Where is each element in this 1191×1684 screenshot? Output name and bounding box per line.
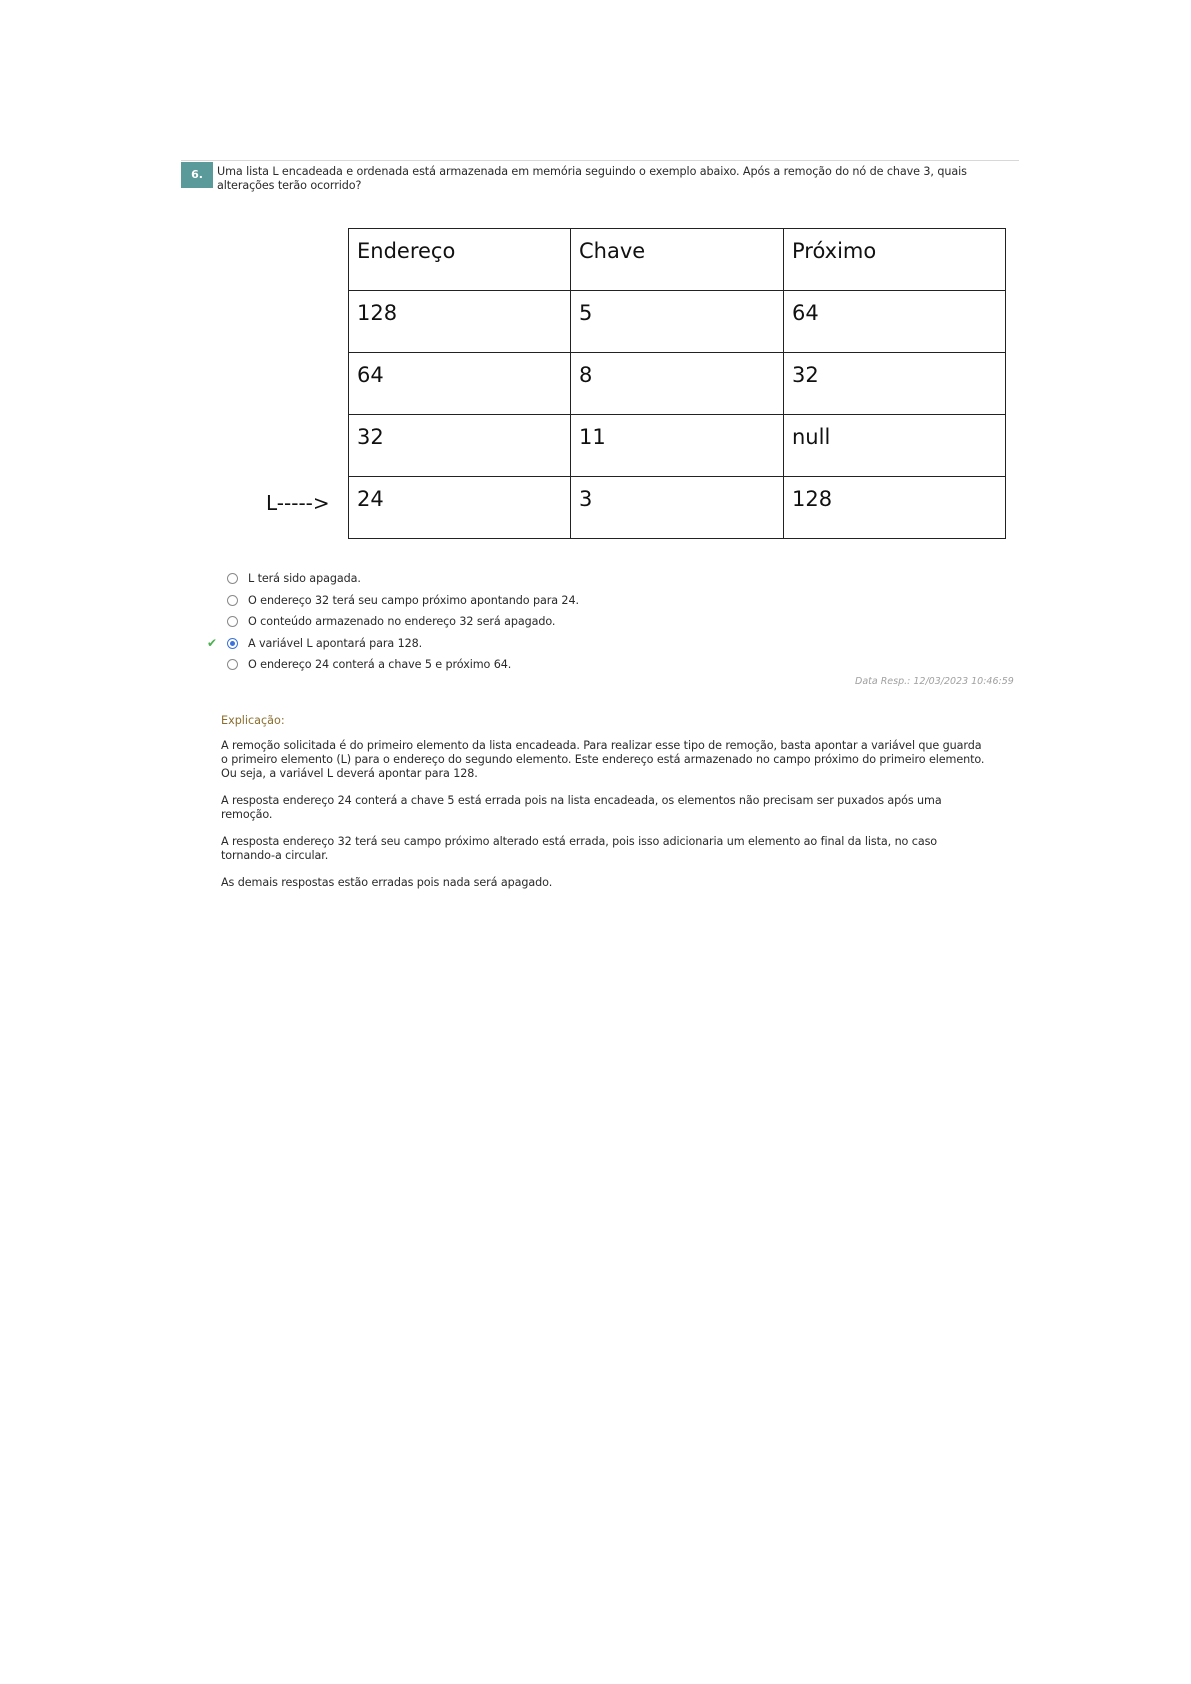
table-header-cell: Chave: [571, 229, 784, 291]
explanation-paragraph: A resposta endereço 24 conterá a chave 5 está errada pois na lista encadeada, os elementos não precisam ser puxados após uma remoção.: [221, 794, 942, 821]
option-label: O endereço 24 conterá a chave 5 e próximo 64.: [248, 658, 512, 672]
explanation-body: [221, 739, 991, 903]
table-cell: 8: [571, 353, 784, 415]
table-header-row: [349, 229, 1006, 291]
list-pointer-label: L----->: [266, 491, 330, 515]
response-timestamp: Data Resp.: 12/03/2023 10:46:59: [855, 676, 1014, 687]
question-text: Uma lista L encadeada e ordenada está armazenada em memória seguindo o exemplo abaixo. Após a remoção do nó de chave 3, quais alterações terão ocorrido?: [217, 165, 967, 192]
option-label: A variável L apontará para 128.: [248, 636, 423, 650]
explanation-title: Explicação:: [221, 714, 285, 727]
radio-button[interactable]: [227, 659, 238, 670]
table-row: [349, 353, 1006, 415]
table-header-cell: Próximo: [784, 229, 1006, 291]
radio-button[interactable]: [227, 573, 238, 584]
table-cell: 32: [349, 415, 571, 477]
table-row: [349, 415, 1006, 477]
table-cell: 128: [784, 477, 1006, 539]
memory-table: [348, 228, 1006, 539]
table-cell: 64: [349, 353, 571, 415]
explanation-paragraph: A resposta endereço 32 terá seu campo próximo alterado está errada, pois isso adicionaria um elemento ao final da lista, no caso tornando-a circular.: [221, 835, 938, 862]
table-header-cell: Endereço: [349, 229, 571, 291]
table-cell: 3: [571, 477, 784, 539]
table-cell: 64: [784, 291, 1006, 353]
table-cell: 128: [349, 291, 571, 353]
option-label: O endereço 32 terá seu campo próximo apontando para 24.: [248, 593, 579, 607]
table-row: [349, 291, 1006, 353]
radio-button[interactable]: [227, 638, 238, 649]
explanation-paragraph: A remoção solicitada é do primeiro elemento da lista encadeada. Para realizar esse tipo de remoção, basta apontar a variável que guarda o primeiro elemento (L) para o endereço do segundo elemento. Este endereço está armazenado no campo próximo do primeiro elemento. Ou seja, a variável L deverá apontar para 128.: [221, 739, 985, 780]
explanation-paragraph: As demais respostas estão erradas pois nada será apagado.: [221, 876, 553, 889]
question-number-badge: 6.: [181, 162, 213, 188]
correct-check-icon: ✔: [206, 636, 218, 651]
option-label: L terá sido apagada.: [248, 572, 361, 586]
question-header: [181, 160, 1019, 192]
table-row: [349, 477, 1006, 539]
table-cell: null: [784, 415, 1006, 477]
table-cell: 32: [784, 353, 1006, 415]
option-label: O conteúdo armazenado no endereço 32 será apagado.: [248, 615, 556, 629]
table-cell: 24: [349, 477, 571, 539]
table-cell: 5: [571, 291, 784, 353]
radio-button[interactable]: [227, 616, 238, 627]
table-cell: 11: [571, 415, 784, 477]
radio-button[interactable]: [227, 595, 238, 606]
